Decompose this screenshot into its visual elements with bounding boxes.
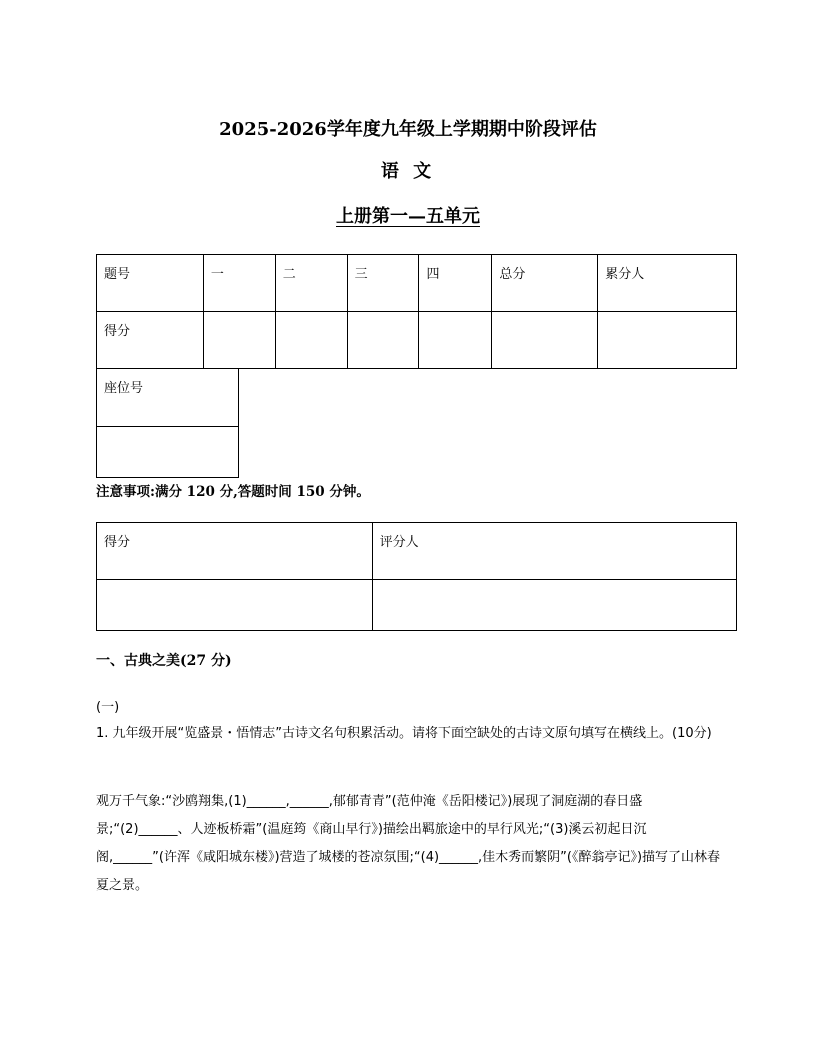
score-table-header-cell: 二 [275, 255, 347, 312]
score-cell [598, 312, 737, 369]
grader-name-label: 评分人 [372, 523, 736, 580]
exam-notice: 注意事项:满分 120 分,答题时间 150 分钟。 [96, 484, 370, 500]
score-table-header-cell: 三 [347, 255, 419, 312]
section-heading: 一、古典之美(27 分) [96, 653, 232, 669]
score-table-header-cell: 累分人 [598, 255, 737, 312]
score-cell [419, 312, 492, 369]
grader-table [96, 522, 737, 631]
score-cell [203, 312, 275, 369]
score-table-header-cell: 一 [203, 255, 275, 312]
grader-name-cell [372, 580, 736, 631]
grader-table-header-row [97, 523, 737, 580]
score-table [96, 254, 737, 369]
score-table-header-row [97, 255, 737, 312]
grader-score-cell [97, 580, 373, 631]
page-title: 2025-2026学年度九年级上学期期中阶段评估 [219, 119, 597, 140]
score-cell [492, 312, 598, 369]
grader-table-value-row [97, 580, 737, 631]
scope-text: 上册第一—五单元 [336, 206, 480, 227]
seat-number-label: 座位号 [97, 369, 239, 427]
question-1-prompt: 1. 九年级开展“览盛景・悟情志”古诗文名句积累活动。请将下面空缺处的古诗文原句填写在横线上。(10分) [96, 726, 712, 741]
score-table-header-cell: 总分 [492, 255, 598, 312]
part-label: (一) [96, 700, 120, 715]
score-cell [275, 312, 347, 369]
score-cell [347, 312, 419, 369]
scope-title [0, 202, 816, 228]
score-table-score-row [97, 312, 737, 369]
seat-number-cell [97, 427, 239, 478]
seat-number-table [96, 368, 239, 478]
seat-table-label-row [97, 369, 239, 427]
question-1-passage: 观万千气象:“沙鸥翔集,(1)______,______,郁郁青青”(范仲淹《岳阳楼记》)展现了洞庭湖的春日盛景;“(2)______、人迹板桥霜”(温庭筠《商山早行》)描绘出羁旅途中的早行风光;“(3)溪云初起日沉阁,______”(许浑《咸阳城东楼》)营造了城楼的苍凉氛围;“(4)______,佳木秀而繁阴”(《醉翁亭记》)描写了山林春夏之景。 [96, 794, 721, 893]
score-table-header-cell: 四 [419, 255, 492, 312]
score-table-header-cell: 题号 [97, 255, 204, 312]
score-row-label: 得分 [97, 312, 204, 369]
subject-title: 语 文 [380, 161, 436, 182]
seat-table-value-row [97, 427, 239, 478]
grader-score-label: 得分 [97, 523, 373, 580]
